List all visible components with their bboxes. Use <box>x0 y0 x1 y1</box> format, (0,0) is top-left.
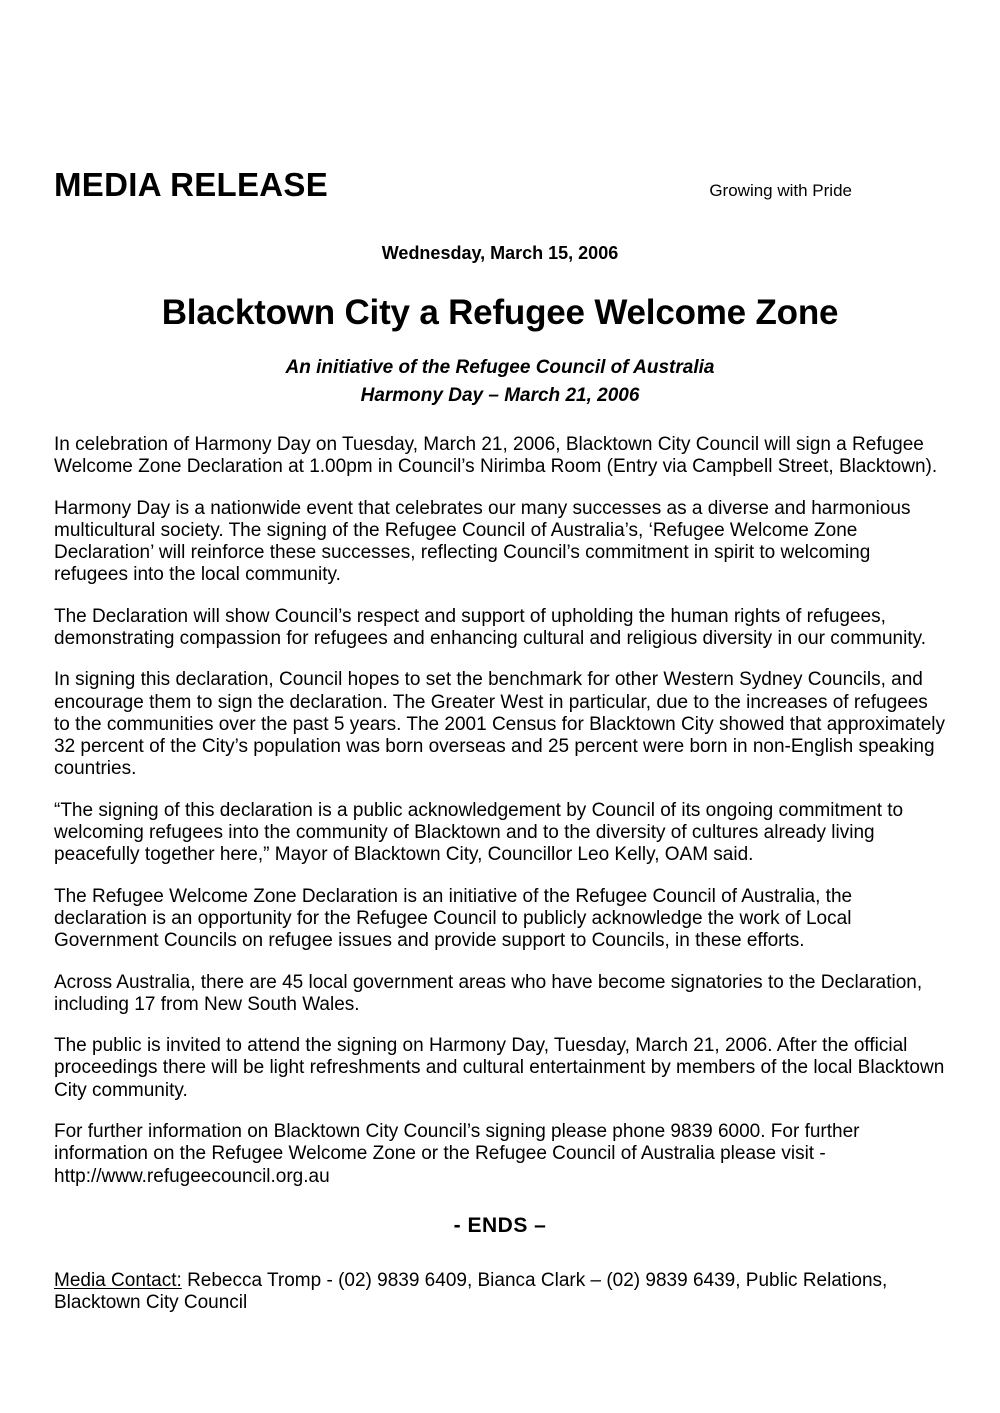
masthead-title: MEDIA RELEASE <box>54 166 329 203</box>
body-paragraph: “The signing of this declaration is a public acknowledgement by Council of its ongoing commitment to welcoming refugees into the community of Blacktown and to the diversity of cultures already living peacefully together here,” Mayor of Blacktown City, Councillor Leo Kelly, OAM said. <box>54 799 904 866</box>
media-contact <box>54 1270 946 1315</box>
title-block <box>54 243 946 408</box>
release-date: Wednesday, March 15, 2006 <box>381 243 619 263</box>
masthead <box>54 0 946 201</box>
body-paragraph: Harmony Day is a nationwide event that celebrates our many successes as a diverse and harmonious multicultural society. The signing of the Refugee Council of Australia’s, ‘Refugee Welcome Zone Declaration’ will reinforce these successes, reflecting Council’s commitment in spirit to welcoming refugees into the local community. <box>54 497 911 586</box>
media-contact-label: Media Contact: <box>54 1269 182 1291</box>
body-paragraph: In celebration of Harmony Day on Tuesday, March 21, 2006, Blacktown City Council will sign a Refugee Welcome Zone Declaration at 1.00pm in Council’s Nirimba Room (Entry via Campbell Street, Blacktown). <box>54 433 938 478</box>
masthead-tagline: Growing with Pride <box>709 181 852 200</box>
body-copy <box>54 434 946 1188</box>
subtitle-harmony-day: Harmony Day – March 21, 2006 <box>360 384 640 406</box>
ends-marker: - ENDS – <box>453 1213 547 1237</box>
body-paragraph: Across Australia, there are 45 local government areas who have become signatories to the Declaration, including 17 from New South Wales. <box>54 971 923 1015</box>
body-paragraph: The Declaration will show Council’s respect and support of upholding the human rights of refugees, demonstrating compassion for refugees and enhancing cultural and religious diversity in our community. <box>54 605 926 649</box>
body-paragraph: The Refugee Welcome Zone Declaration is an initiative of the Refugee Council of Australia, the declaration is an opportunity for the Refugee Council to publicly acknowledge the work of Local Government Councils on refugee issues and provide support to Councils, in these efforts. <box>54 885 853 952</box>
page-title: Blacktown City a Refugee Welcome Zone <box>161 292 839 332</box>
subtitle-initiative: An initiative of the Refugee Council of Australia <box>285 357 715 379</box>
body-paragraph: For further information on Blacktown City Council’s signing please phone 9839 6000. For further information on the Refugee Welcome Zone or the Refugee Council of Australia please visit - http://www.refugeecouncil.org.au <box>54 1121 860 1187</box>
body-paragraph: In signing this declaration, Council hopes to set the benchmark for other Western Sydney Councils, and encourage them to sign the declaration. The Greater West in particular, due to the increases of refugees to the communities over the past 5 years. The 2001 Census for Blacktown City showed that approximately 32 percent of the City’s population was born overseas and 25 percent were born in non-English speaking countries. <box>54 669 945 780</box>
media-contact-details: Rebecca Tromp - (02) 9839 6409, Bianca Clark – (02) 9839 6439, Public Relations, Blacktown City Council <box>54 1269 888 1314</box>
body-paragraph: The public is invited to attend the signing on Harmony Day, Tuesday, March 21, 2006. After the official proceedings there will be light refreshments and cultural entertainment by members of the local Blacktown City community. <box>54 1035 945 1101</box>
